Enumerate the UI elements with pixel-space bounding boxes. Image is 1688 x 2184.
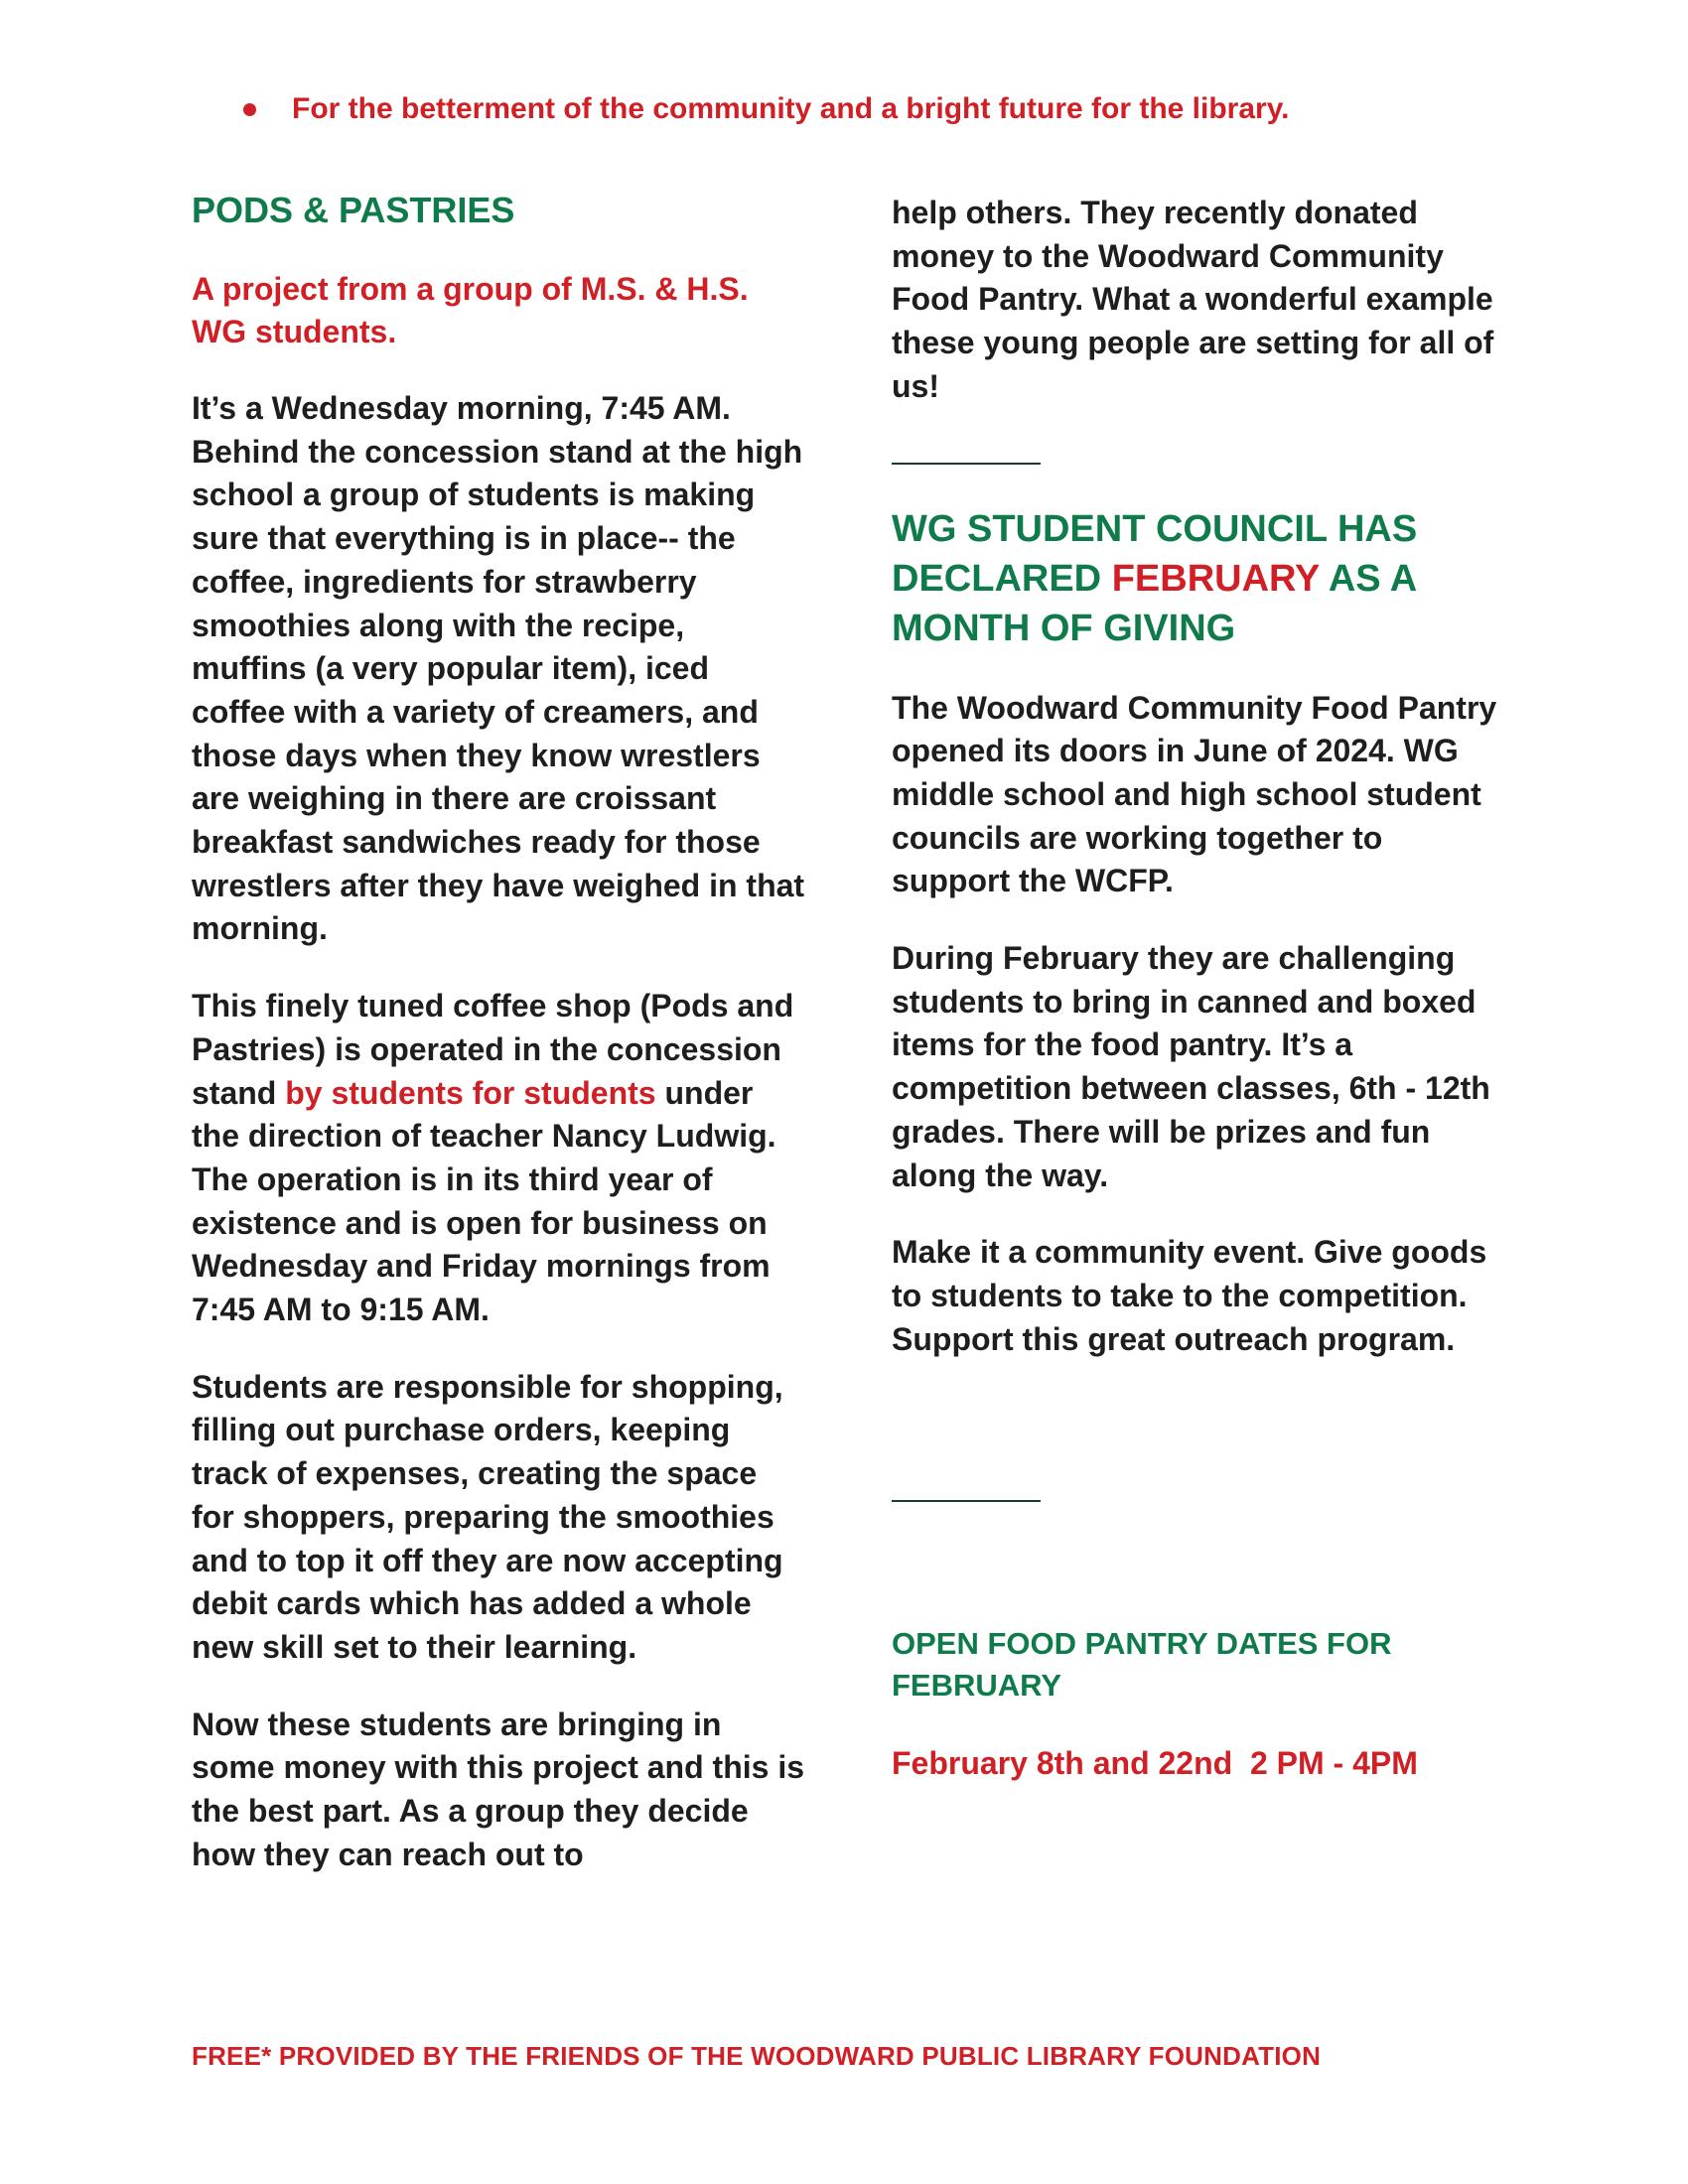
pods-paragraph-2-end: under the direction of teacher Nancy Ludwig. The operation is in its third year of existence and is open for business on Wednesday and Friday mornings from 7:45 AM to 9:15 AM. <box>192 1074 776 1328</box>
pods-paragraph-4: Now these students are bringing in some money with this project and this is the best part. As a group they decide how they can reach out to <box>192 1706 804 1872</box>
food-pantry-paragraph-2: During February they are challenging students to bring in canned and boxed items for the food pantry. It’s a competition between classes, 6th - 12th grades. There will be prizes and fun along the way. <box>892 940 1490 1193</box>
february-highlight: FEBRUARY <box>1111 557 1320 600</box>
pods-paragraph-2-start: This finely tuned coffee shop (Pods and Pastries) is operated in the concession stand <box>192 988 794 1111</box>
food-pantry-paragraph-1: The Woodward Community Food Pantry opened its doors in June of 2024. WG middle school and high school student councils are working together to support the WCFP. <box>892 689 1497 899</box>
section-divider-1 <box>892 463 1041 465</box>
footer-credit: FREE* PROVIDED BY THE FRIENDS OF THE WOODWARD PUBLIC LIBRARY FOUNDATION <box>192 2041 1322 2071</box>
pods-pastries-title: PODS & PASTRIES <box>192 190 515 230</box>
pantry-dates-text: February 8th and 22nd 2 PM - 4PM <box>892 1745 1418 1782</box>
top-bullet-item <box>243 92 1435 126</box>
student-council-title <box>892 504 1497 653</box>
section-divider-2 <box>892 1500 1041 1502</box>
students-for-students-highlight: by students for students <box>285 1074 656 1111</box>
pods-paragraph-2 <box>192 985 807 1332</box>
pods-paragraph-3: Students are responsible for shopping, filling out purchase orders, keeping track of expenses, creating the space for shoppers, preparing the smoothies and to top it off they are now accepting debit cards which has added a whole new skill set to their learning. <box>192 1368 783 1665</box>
food-pantry-paragraph-3: Make it a community event. Give goods to students to take to the competition. Support this great outreach program. <box>892 1234 1487 1357</box>
pods-pastries-subtitle: A project from a group of M.S. & H.S. WG students. <box>192 271 749 349</box>
top-bullet-text: For the betterment of the community and a bright future for the library. <box>292 92 1290 125</box>
bullet-dot-icon <box>243 103 256 116</box>
pods-continuation: help others. They recently donated money to the Woodward Community Food Pantry. What a wonderful example these young people are setting for all of us! <box>892 195 1494 404</box>
left-column <box>192 187 807 1877</box>
right-column <box>892 192 1497 1786</box>
pods-paragraph-1: It’s a Wednesday morning, 7:45 AM. Behind the concession stand at the high school a group of students is making sure that everything is in place-- the coffee, ingredients for strawberry smoothies along with the recipe, muffins (a very popular item), iced coffee with a variety of creamers, and those days when they know wrestlers are weighing in there are croissant breakfast sandwiches ready for those wrestlers after they have weighed in that morning. <box>192 390 805 947</box>
student-council-title-end: AS A MONTH OF GIVING <box>892 557 1416 649</box>
pantry-dates-heading: OPEN FOOD PANTRY DATES FOR FEBRUARY <box>892 1626 1392 1704</box>
student-council-title-start: WG STUDENT COUNCIL HAS DECLARED <box>892 507 1418 600</box>
